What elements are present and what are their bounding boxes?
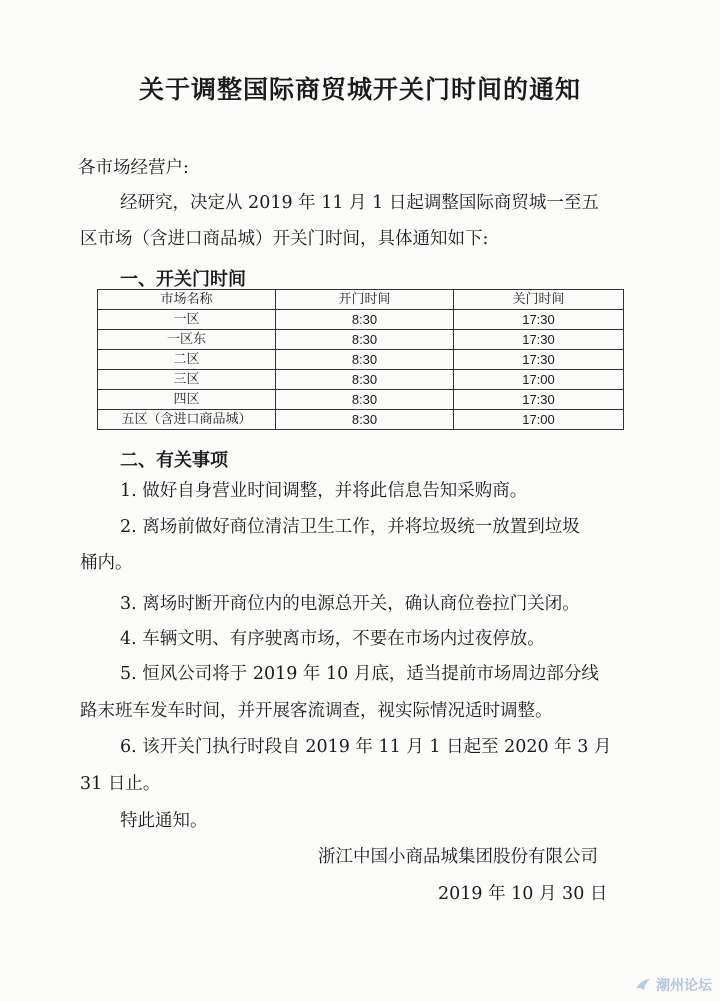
table-row [98,370,624,390]
close-time: 17:30 [454,310,624,330]
item-6-line-2: 31 日止。 [80,774,161,794]
item-3: 3. 离场时断开商位内的电源总开关，确认商位卷拉门关闭。 [120,594,580,614]
item-1: 1. 做好自身营业时间调整，并将此信息告知采购商。 [120,481,528,501]
market-name: 二区 [98,350,276,370]
open-time: 8:30 [276,370,454,390]
greeting: 各市场经营户: [78,158,189,178]
open-time: 8:30 [276,390,454,410]
close-time: 17:30 [454,330,624,350]
open-time: 8:30 [276,350,454,370]
open-time: 8:30 [276,310,454,330]
table-row [98,330,624,350]
opening-hours-table [97,289,624,430]
close-time: 17:30 [454,350,624,370]
bird-logo-icon [634,976,652,994]
closing-text: 特此通知。 [120,811,208,831]
table-header-row [98,290,624,310]
market-name: 四区 [98,390,276,410]
watermark-text: 潮州论坛 [656,978,712,994]
signature-organization: 浙江中国小商品城集团股份有限公司 [318,847,598,867]
column-header-open: 开门时间 [276,290,454,310]
open-time: 8:30 [276,410,454,430]
column-header-market: 市场名称 [98,290,276,310]
market-name: 一区东 [98,330,276,350]
section-heading-matters: 二、有关事项 [120,450,228,471]
notice-title: 关于调整国际商贸城开关门时间的通知 [138,75,581,104]
item-5-line-2: 路末班车发车时间，并开展客流调查，视实际情况适时调整。 [80,701,553,721]
signature-date: 2019 年 10 月 30 日 [438,884,608,904]
open-time: 8:30 [276,330,454,350]
table-row [98,410,624,430]
item-2-line-2: 桶内。 [80,553,133,573]
item-6-line-1: 6. 该开关门执行时段自 2019 年 11 月 1 日起至 2020 年 3 月 [120,737,612,757]
table-row [98,310,624,330]
forum-watermark [634,975,712,995]
close-time: 17:00 [454,370,624,390]
table-row [98,390,624,410]
market-name: 一区 [98,310,276,330]
item-5-line-1: 5. 恒风公司将于 2019 年 10 月底，适当提前市场周边部分线 [120,664,599,684]
close-time: 17:30 [454,390,624,410]
market-name: 五区（含进口商品城） [98,410,276,430]
section-heading-hours: 一、开关门时间 [120,269,246,290]
close-time: 17:00 [454,410,624,430]
intro-line-2: 区市场（含进口商品城）开关门时间，具体通知如下: [80,229,489,249]
column-header-close: 关门时间 [454,290,624,310]
intro-line-1: 经研究，决定从 2019 年 11 月 1 日起调整国际商贸城一至五 [120,193,599,213]
item-4: 4. 车辆文明、有序驶离市场，不要在市场内过夜停放。 [120,629,545,649]
item-2-line-1: 2. 离场前做好商位清洁卫生工作，并将垃圾统一放置到垃圾 [120,517,580,537]
market-name: 三区 [98,370,276,390]
table-row [98,350,624,370]
